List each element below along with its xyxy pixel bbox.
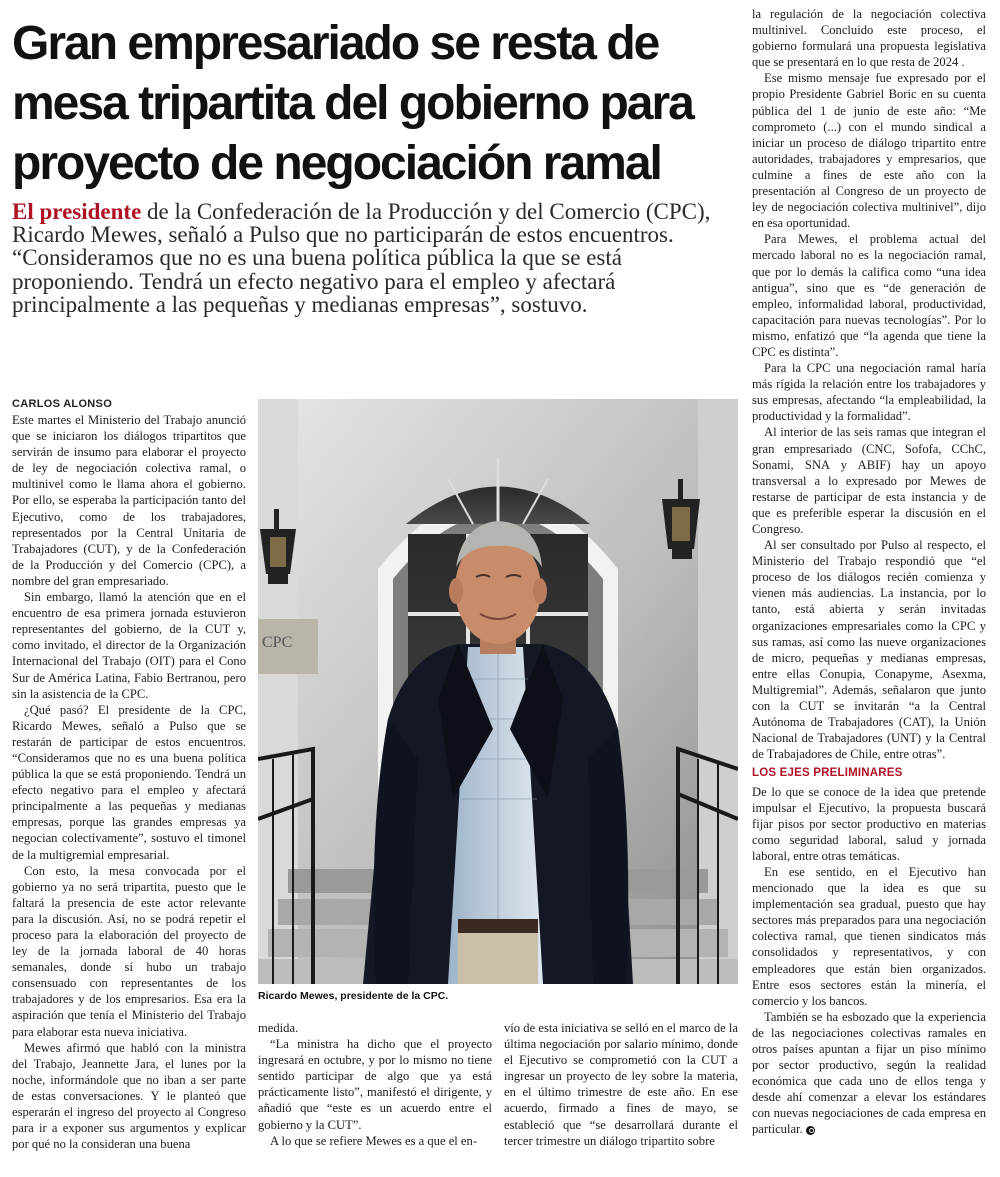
section-subhead: LOS EJES PRELIMINARES — [752, 767, 903, 780]
paragraph: De lo que se conoce de la idea que pretende impulsar el Ejecutivo, la propuesta buscará fijar pisos por sector productivo en materias como seguridad laboral, salud y jornada laboral, entre otras temáticas. — [752, 784, 986, 863]
article-photo — [258, 399, 738, 984]
paragraph: Este martes el Ministerio del Trabajo anunció que se iniciaron los diálogos tripartitos que servirán de insumo para elaborar el proyecto de ley de negociación colectiva ramal, o multinivel como le llama ahora el gobierno. Por ello, se esperaba la participación tanto del Ejecutivo, como de los trabajadores, representados por la Central Unitaria de Trabajadores (CUT), y de la Confederación de la Producción y del Comercio (CPC), a nombre del gran empresariado. — [12, 413, 246, 588]
photo-sign-text: CPC — [262, 634, 293, 651]
end-of-article-icon — [806, 1126, 815, 1135]
photo-caption: Ricardo Mewes, presidente de la CPC. — [258, 990, 449, 1002]
headline: Gran empresariado se resta de mesa tripartita del gobierno para proyecto de negociación ramal — [12, 17, 693, 190]
paragraph-text: También se ha esbozado que la experiencia de las negociaciones colectivas ramales en otros países apuntan a fijar un piso mínimo por sector productivo, según la realidad económica que cada uno de ellos tenga y desde ahí comenzar a elevar los estándares con nuevas negociaciones de cada empresa en particular. — [752, 1009, 986, 1137]
paragraph: Con esto, la mesa convocada por el gobierno ya no será tripartita, puesto que le faltará la presencia de este actor relevante para la discusión. Así, no se podrá repetir el proceso para la elaboración del proyecto de ley de la jornada laboral de 40 horas semanales, donde sí hubo un trabajo consensuado con representantes de los trabajadores y de los empresarios. Esa era la aspiración que tenía el Ministerio del Trabajo para elaborar esta nueva iniciativa. — [12, 863, 246, 1039]
paragraph: “La ministra ha dicho que el proyecto ingresará en octubre, y por lo mismo no tiene sentido participar de algo que ya está prácticamente listo”, manifestó el dirigente, y añadió que “este es un acuerdo entre el gobierno y la CUT”. — [258, 1037, 492, 1132]
paragraph: Sin embargo, llamó la atención que en el encuentro de esa primera jornada estuvieron representantes del gobierno, de la CUT y, como invitado, el director de la Organización Internacional del Trabajo (OIT) para el Cono Sur de América Latina, Fabio Bertranou, pero sin la asistencia de la CPC. — [12, 590, 246, 701]
photo-illustration — [258, 399, 738, 984]
article-column-4 — [752, 6, 986, 1138]
lead-paragraph — [12, 200, 734, 316]
paragraph: Mewes afirmó que habló con la ministra del Trabajo, Jeannette Jara, el lunes por la noche, informándole que no iban a ser parte de estas conversaciones. Y le planteó que esperarán el ingreso del proyecto al Congreso para ir a exponer sus argumentos y explicar por qué no la consideran una buena — [12, 1040, 246, 1152]
article-column-1 — [12, 412, 246, 1152]
article-column-3 — [504, 1020, 738, 1149]
paragraph — [752, 1009, 986, 1138]
paragraph: Ese mismo mensaje fue expresado por el propio Presidente Gabriel Boric en su cuenta pública del 1 de junio de este año: “Me comprometo (...) con el mundo sindical a iniciar un proceso de diálogo tripartito entre autoridades, trabajadores y empresarios, que culmine a fines de este año con la presentación al Congreso de un proyecto de ley de negociación colectiva multinivel”, dijo en esa oportunidad. — [752, 71, 986, 231]
article-column-2 — [258, 1020, 492, 1149]
paragraph: Al interior de las seis ramas que integran el gran empresariado (CNC, Sofofa, CChC, Sonami, SNA y ABIF) hay un apoyo transversal a lo expresado por Mewes de restarse de participar de esta instancia y de que es preferible esperar la discusión en el Congreso. — [752, 425, 986, 536]
paragraph: En ese sentido, en el Ejecutivo han mencionado que la idea es que su implementación sea gradual, puesto que hay sectores más preparados para una negociación colectiva ramal, que tienen sindicatos más consolidados y representativos, y con empleadores que están bien organizados. Entre esos sectores están la minería, el comercio y los bancos. — [752, 864, 986, 1008]
paragraph: ¿Qué pasó? El presidente de la CPC, Ricardo Mewes, señaló a Pulso que se restarán de participar de estos encuentros. “Consideramos que no es una buena política pública la que se está proponiendo. Tendrá un efecto negativo para el empleo y afectará principalmente a las pequeñas y medianas empresas, porque las grandes empresas ya negocian colectivamente”, sostuvo el timonel de la multigremial empresarial. — [12, 702, 246, 862]
paragraph: la regulación de la negociación colectiva multinivel. Concluido este proceso, el gobierno formulará una propuesta legislativa que se presentará en lo que resta de 2024 . — [752, 7, 986, 70]
lead-text: de la Confederación de la Producción y del Comercio (CPC), Ricardo Mewes, señaló a Pulso que no participarán de estos encuentros. “Consideramos que no es una buena política pública la que se está proponiendo. Tendrá un efecto negativo para el empleo y afectará principalmente a las pequeñas y medianas empresas”, sostuvo. — [12, 199, 711, 317]
paragraph: Al ser consultado por Pulso al respecto, el Ministerio del Trabajo respondió que “el proceso de los diálogos recién comienza y vienen más audiencias. La instancia, por lo tanto, está abierta y serán invitadas organizaciones empresariales como la CPC y sus ramas, así como las nueve organizaciones de micro, pequeñas y medianas empresas, entre ellas Conupia, Conapyme, Asexma, Multigremial”. Además, señalaron que junto con la CUT se invitarán “a la Central Autónoma de Trabajadores (CAT), la Unión Nacional de Trabajadores (UNT) y la Central de Trabajadores de Chile, entre otras”. — [752, 538, 986, 762]
paragraph: medida. — [258, 1021, 299, 1035]
paragraph: vío de esta iniciativa se selló en el marco de la última negociación por salario mínimo, donde el Ejecutivo se comprometió con la CUT a ingresar un proyecto de ley sobre la materia, en el último trimestre de este año. En ese acuerdo, firmado a fines de mayo, se estableció que “se desarrollará durante el tercer trimestre un diálogo tripartito sobre — [504, 1021, 738, 1148]
byline: CARLOS ALONSO — [12, 398, 113, 410]
paragraph: Para la CPC una negociación ramal haría más rígida la relación entre los trabajadores y sus empresas, afectando “la empleabilidad, la productividad y la formalidad”. — [752, 361, 986, 424]
paragraph: A lo que se refiere Mewes es a que el en- — [270, 1133, 478, 1148]
paragraph: Para Mewes, el problema actual del mercado laboral no es la negociación ramal, que por lo demás la califica como “una idea antigua”, sino que es “de generación de empleo, informalidad laboral, productividad, capacitación para nuevas tecnologías”. Por lo mismo, enfatizó que “la agenda que tiene la CPC es distinta”. — [752, 232, 986, 359]
lead-keyword: El presidente — [12, 199, 142, 224]
